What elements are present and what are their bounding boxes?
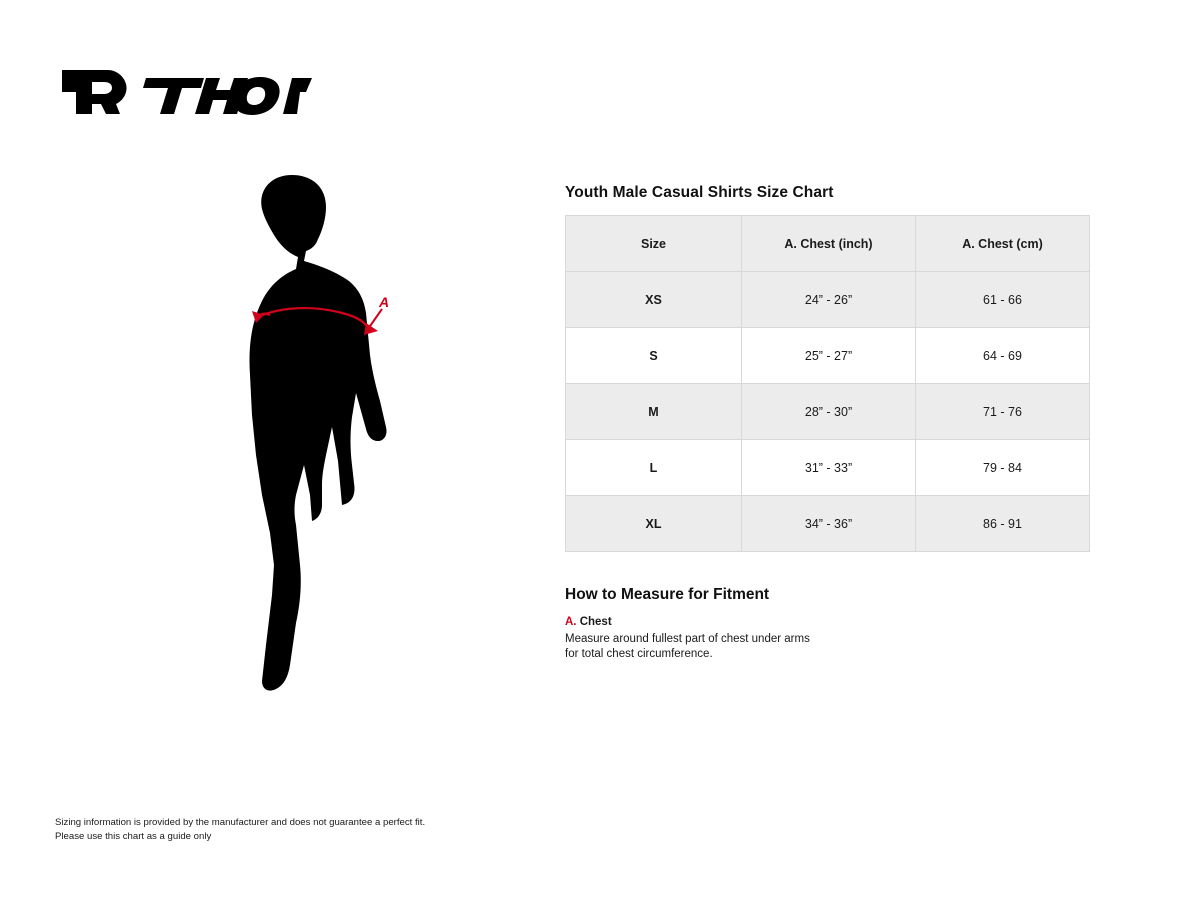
cell-chest-cm: 86 - 91 bbox=[916, 496, 1090, 552]
footnote-line-1: Sizing information is provided by the manufacturer and does not guarantee a perfect fit. bbox=[55, 817, 426, 828]
cell-chest-inch: 34” - 36” bbox=[742, 496, 916, 552]
cell-size: S bbox=[566, 328, 742, 384]
chest-measure-label: A bbox=[379, 294, 390, 310]
table-row bbox=[566, 496, 1090, 552]
measure-item-heading bbox=[565, 616, 1145, 628]
table-row bbox=[566, 384, 1090, 440]
cell-chest-inch: 28” - 30” bbox=[742, 384, 916, 440]
cell-chest-inch: 31” - 33” bbox=[742, 440, 916, 496]
cell-chest-cm: 64 - 69 bbox=[916, 328, 1090, 384]
table-row bbox=[566, 272, 1090, 328]
youth-male-body-silhouette bbox=[250, 175, 387, 691]
measure-item-letter: A. bbox=[565, 616, 577, 628]
measure-item-description: Measure around fullest part of chest under arms for total chest circumference. bbox=[565, 633, 810, 660]
cell-size: XS bbox=[566, 272, 742, 328]
cell-chest-cm: 71 - 76 bbox=[916, 384, 1090, 440]
cell-size: L bbox=[566, 440, 742, 496]
cell-chest-inch: 25” - 27” bbox=[742, 328, 916, 384]
svg-text:®: ® bbox=[292, 109, 298, 116]
column-header-size: Size bbox=[566, 216, 742, 272]
footnote bbox=[55, 816, 425, 844]
table-header-row bbox=[566, 216, 1090, 272]
cell-chest-inch: 24” - 26” bbox=[742, 272, 916, 328]
column-header-chest-inch: A. Chest (inch) bbox=[742, 216, 916, 272]
measure-item-name: Chest bbox=[579, 616, 612, 628]
table-row bbox=[566, 440, 1090, 496]
thor-logo bbox=[54, 62, 314, 122]
body-silhouette-figure bbox=[200, 165, 460, 705]
cell-size: M bbox=[566, 384, 742, 440]
measure-item-chest bbox=[565, 616, 1145, 661]
page-title: Youth Male Casual Shirts Size Chart bbox=[565, 184, 834, 201]
cell-chest-cm: 79 - 84 bbox=[916, 440, 1090, 496]
table-row bbox=[566, 328, 1090, 384]
size-chart-table bbox=[565, 215, 1090, 552]
cell-chest-cm: 61 - 66 bbox=[916, 272, 1090, 328]
footnote-line-2: Please use this chart as a guide only bbox=[55, 830, 212, 842]
how-to-measure-title: How to Measure for Fitment bbox=[565, 586, 770, 603]
cell-size: XL bbox=[566, 496, 742, 552]
size-chart-section bbox=[565, 184, 1145, 661]
column-header-chest-cm: A. Chest (cm) bbox=[916, 216, 1090, 272]
chest-leader-line bbox=[368, 309, 382, 329]
